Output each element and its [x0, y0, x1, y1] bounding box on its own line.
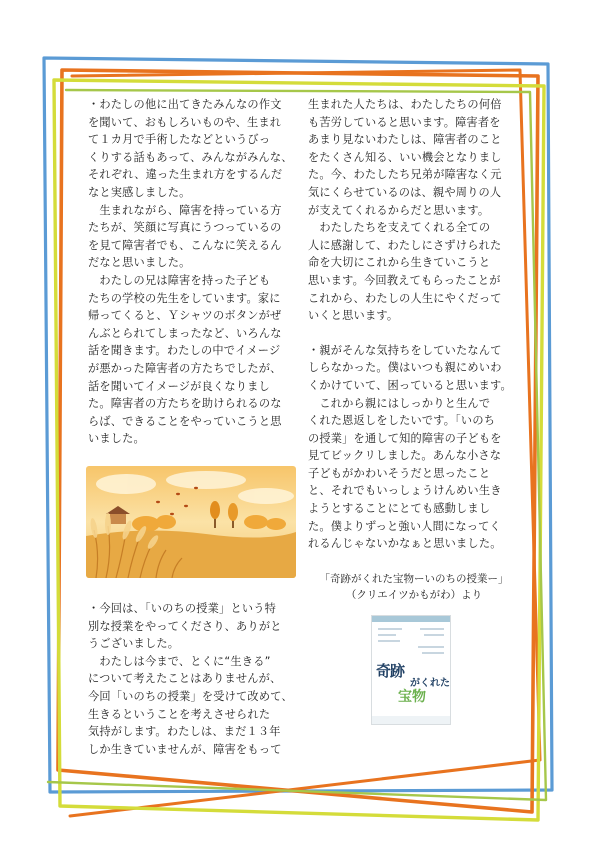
left-column-text: [88, 96, 298, 448]
paragraph: ・わたしの他に出てきたみんなの作文 を聞いて、おもしろいものや、生まれ て１カ月で手術したなどというびっ くりする話もあって、みんながみんな、 それぞれ、違った生まれ方をするんだ なと実感しました。: [88, 98, 293, 199]
book-cover-image: [372, 616, 450, 724]
paragraph: ・今回は、「いのちの授業」という特 別な授業をやってくださり、ありがと うございました。: [88, 602, 282, 651]
paragraph: 生まれながら、障害を持っている方 たちが、笑顔に写真にうつっているの を見て障害者でも、こんなに笑えるん だなと思いました。: [88, 203, 282, 270]
citation: [308, 571, 520, 603]
autumn-field-illustration: [86, 466, 296, 578]
paragraph: わたしたちを支えてくれる全ての 人に感謝して、わたしにさずけられた 命を大切にこれから生きていこうと 思います。今回教えてもらったことが これから、わたしの人生にやくだって いくと思います。: [308, 221, 502, 323]
left-column-bottom-text: [88, 600, 298, 758]
paragraph: 生まれた人たちは、わたしたちの何倍 も苦労していると思います。障害者を あまり見ないわたしは、障害者のこと をたくさん知る、いい機会となりまし た。今、わたしたち兄弟が障害なく元 気にくらせているのは、親や周りの人 が支えてくれるからだと思います。: [308, 98, 502, 217]
paragraph: ・親がそんな気持ちをしていたなんて しらなかった。僕はいつも親にめいわ くかけていて、困っていると思います。: [308, 343, 512, 392]
paragraph: わたしは今まで、とくに“生きる” について考えたことはありませんが、 今回「いのちの授業」を受けて改めて、 生きるということを考えさせられた 気持がします。わたしは、まだ１３年 しか生きていませんが、障害をもって: [88, 654, 293, 756]
paragraph: これから親にはしっかりと生んで くれた恩返しをしたいです。「いのち の授業」を通して知的障害の子どもを 見てビックリしました。あんな小さな 子どもがかわいそうだと思ったこと と、それでもいっしょうけんめい生き ようとすることにとても感動しまし た。僕よりずっと強い人間になってく れるんじゃないかなぁと思いました。: [308, 396, 502, 551]
paragraph: わたしの兄は障害を持った子ども たちの学校の先生をしています。家に 帰ってくると、Ｙシャツのボタンがぜ んぶとられてしまったなど、いろんな 話を聞きます。わたしの中でイメージ が悪かった障害者の方たちでしたが、 話を聞いてイメージが良くなりまし た。障害者の方たちを助けられるのな らば、できることをやっていこうと思 いました。: [88, 273, 282, 446]
citation-publisher: （クリエイツかもがわ）より: [345, 589, 483, 601]
right-column-text: [308, 96, 520, 553]
citation-title: 「奇跡がくれた宝物ーいのちの授業ー」: [319, 573, 509, 585]
book-title-main: 奇跡: [376, 662, 405, 680]
book-title-middle: がくれた: [410, 678, 450, 689]
book-title-end: 宝物: [398, 689, 426, 705]
